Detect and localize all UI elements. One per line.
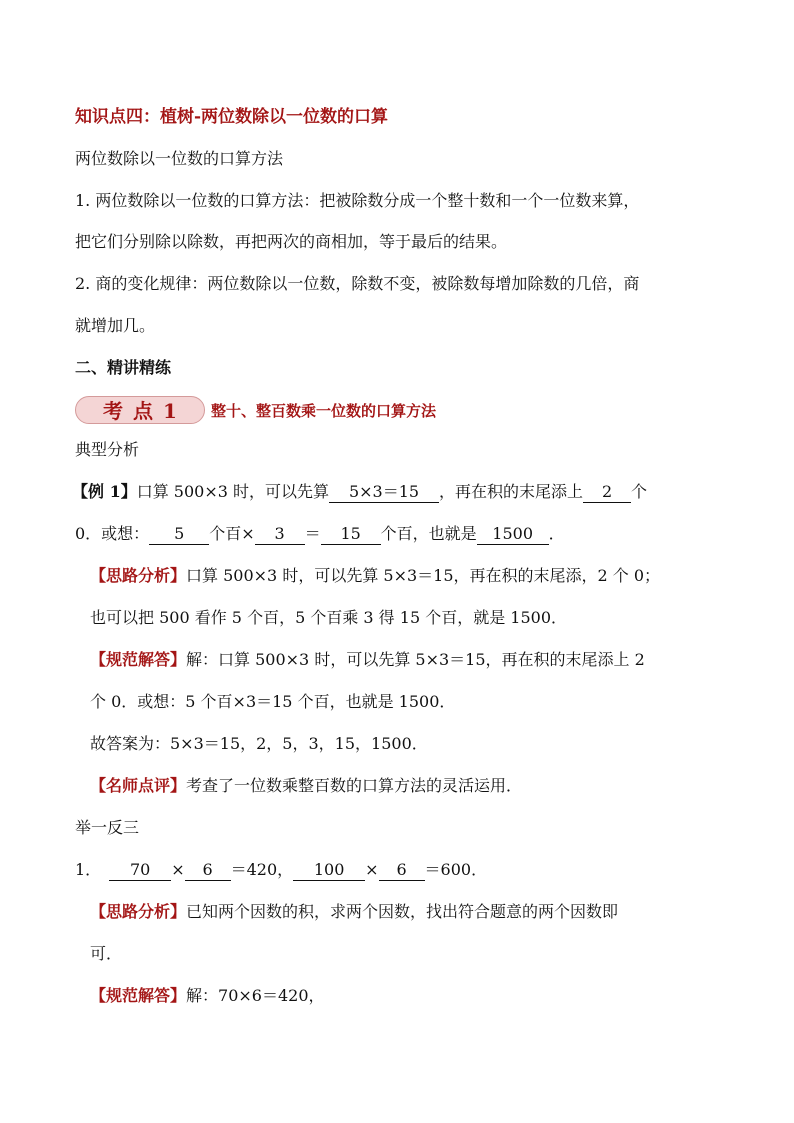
example-text: 口算 500×3 时，可以先算 <box>136 482 330 501</box>
analysis-tag: 【思路分析】 <box>90 902 187 921</box>
example-blank-1: 5×3＝15 <box>329 482 439 503</box>
example-blank-6: 1500 <box>477 524 549 545</box>
topic-badge-title: 整十、整百数乘一位数的口算方法 <box>211 401 437 420</box>
q1-blank-2: 6 <box>185 860 231 881</box>
topic-badge: 考点1 <box>75 396 205 424</box>
analysis-1-line-2: 也可以把 500 看作 5 个百，5 个百乘 3 得 15 个百，就是 1500． <box>90 608 568 627</box>
example-text: ＝ <box>304 524 321 543</box>
q1-text: × <box>365 860 379 879</box>
analysis-1-line-1 <box>90 564 660 588</box>
point-1-line-2: 把它们分别除以除数，再把两次的商相加，等于最后的结果。 <box>75 232 508 251</box>
q1-text: × <box>171 860 185 879</box>
comment-tag: 【名师点评】 <box>90 776 187 795</box>
example-tag: 【例 1】 <box>72 482 137 501</box>
analysis-2-line-2: 可． <box>90 944 123 963</box>
example-text: 个 <box>631 482 648 501</box>
question-number: 1． <box>75 860 102 879</box>
q1-text: ＝420， <box>230 860 294 879</box>
solution-1-line-1 <box>90 648 645 672</box>
point-1-line-1: 1. 两位数除以一位数的口算方法：把被除数分成一个整十数和一个一位数来算， <box>75 191 640 210</box>
practice-label: 举一反三 <box>75 818 140 837</box>
section-heading: 知识点四：植树-两位数除以一位数的口算 <box>75 107 389 127</box>
q1-blank-1: 70 <box>109 860 171 881</box>
analysis-text: 已知两个因数的积，求两个因数，找出符合题意的两个因数即 <box>186 902 619 921</box>
part-title: 二、精讲精练 <box>75 358 172 377</box>
comment-1 <box>90 774 522 798</box>
comment-text: 考查了一位数乘整百数的口算方法的灵活运用． <box>186 776 523 795</box>
example-line-1 <box>72 480 647 504</box>
solution-tag: 【规范解答】 <box>90 986 187 1005</box>
solution-tag: 【规范解答】 <box>90 650 187 669</box>
solution-1-line-3: 故答案为：5×3＝15，2，5，3，15，1500． <box>90 734 428 753</box>
example-text: 0．或想： <box>75 524 150 543</box>
solution-text: 解：口算 500×3 时，可以先算 5×3＝15，再在积的末尾添上 2 <box>186 650 645 669</box>
q1-text: ＝600． <box>424 860 488 879</box>
analysis-text: 口算 500×3 时，可以先算 5×3＝15，再在积的末尾添，2 个 0； <box>186 566 661 585</box>
q1-blank-3: 100 <box>293 860 365 881</box>
point-2-line-2: 就增加几。 <box>75 316 156 335</box>
subheading: 两位数除以一位数的口算方法 <box>75 149 284 168</box>
solution-2 <box>90 984 325 1008</box>
typical-analysis-label: 典型分析 <box>75 440 140 459</box>
example-blank-2: 2 <box>583 482 631 503</box>
example-text: ． <box>548 524 565 543</box>
point-2-line-1: 2. 商的变化规律：两位数除以一位数，除数不变，被除数每增加除数的几倍，商 <box>75 274 640 293</box>
example-blank-3: 5 <box>149 524 209 545</box>
example-blank-5: 15 <box>321 524 381 545</box>
q1-blank-4: 6 <box>379 860 425 881</box>
example-text: 个百，也就是 <box>380 524 477 543</box>
analysis-tag: 【思路分析】 <box>90 566 187 585</box>
example-text: 个百× <box>209 524 255 543</box>
solution-1-line-2: 个 0．或想：5 个百×3＝15 个百，也就是 1500． <box>90 692 456 711</box>
topic-badge-row <box>75 395 436 425</box>
example-text: ，再在积的末尾添上 <box>439 482 584 501</box>
example-blank-4: 3 <box>255 524 305 545</box>
analysis-2-line-1 <box>90 900 618 924</box>
solution-text: 解：70×6＝420， <box>186 986 325 1005</box>
example-line-2 <box>75 522 565 546</box>
question-1 <box>75 858 487 882</box>
